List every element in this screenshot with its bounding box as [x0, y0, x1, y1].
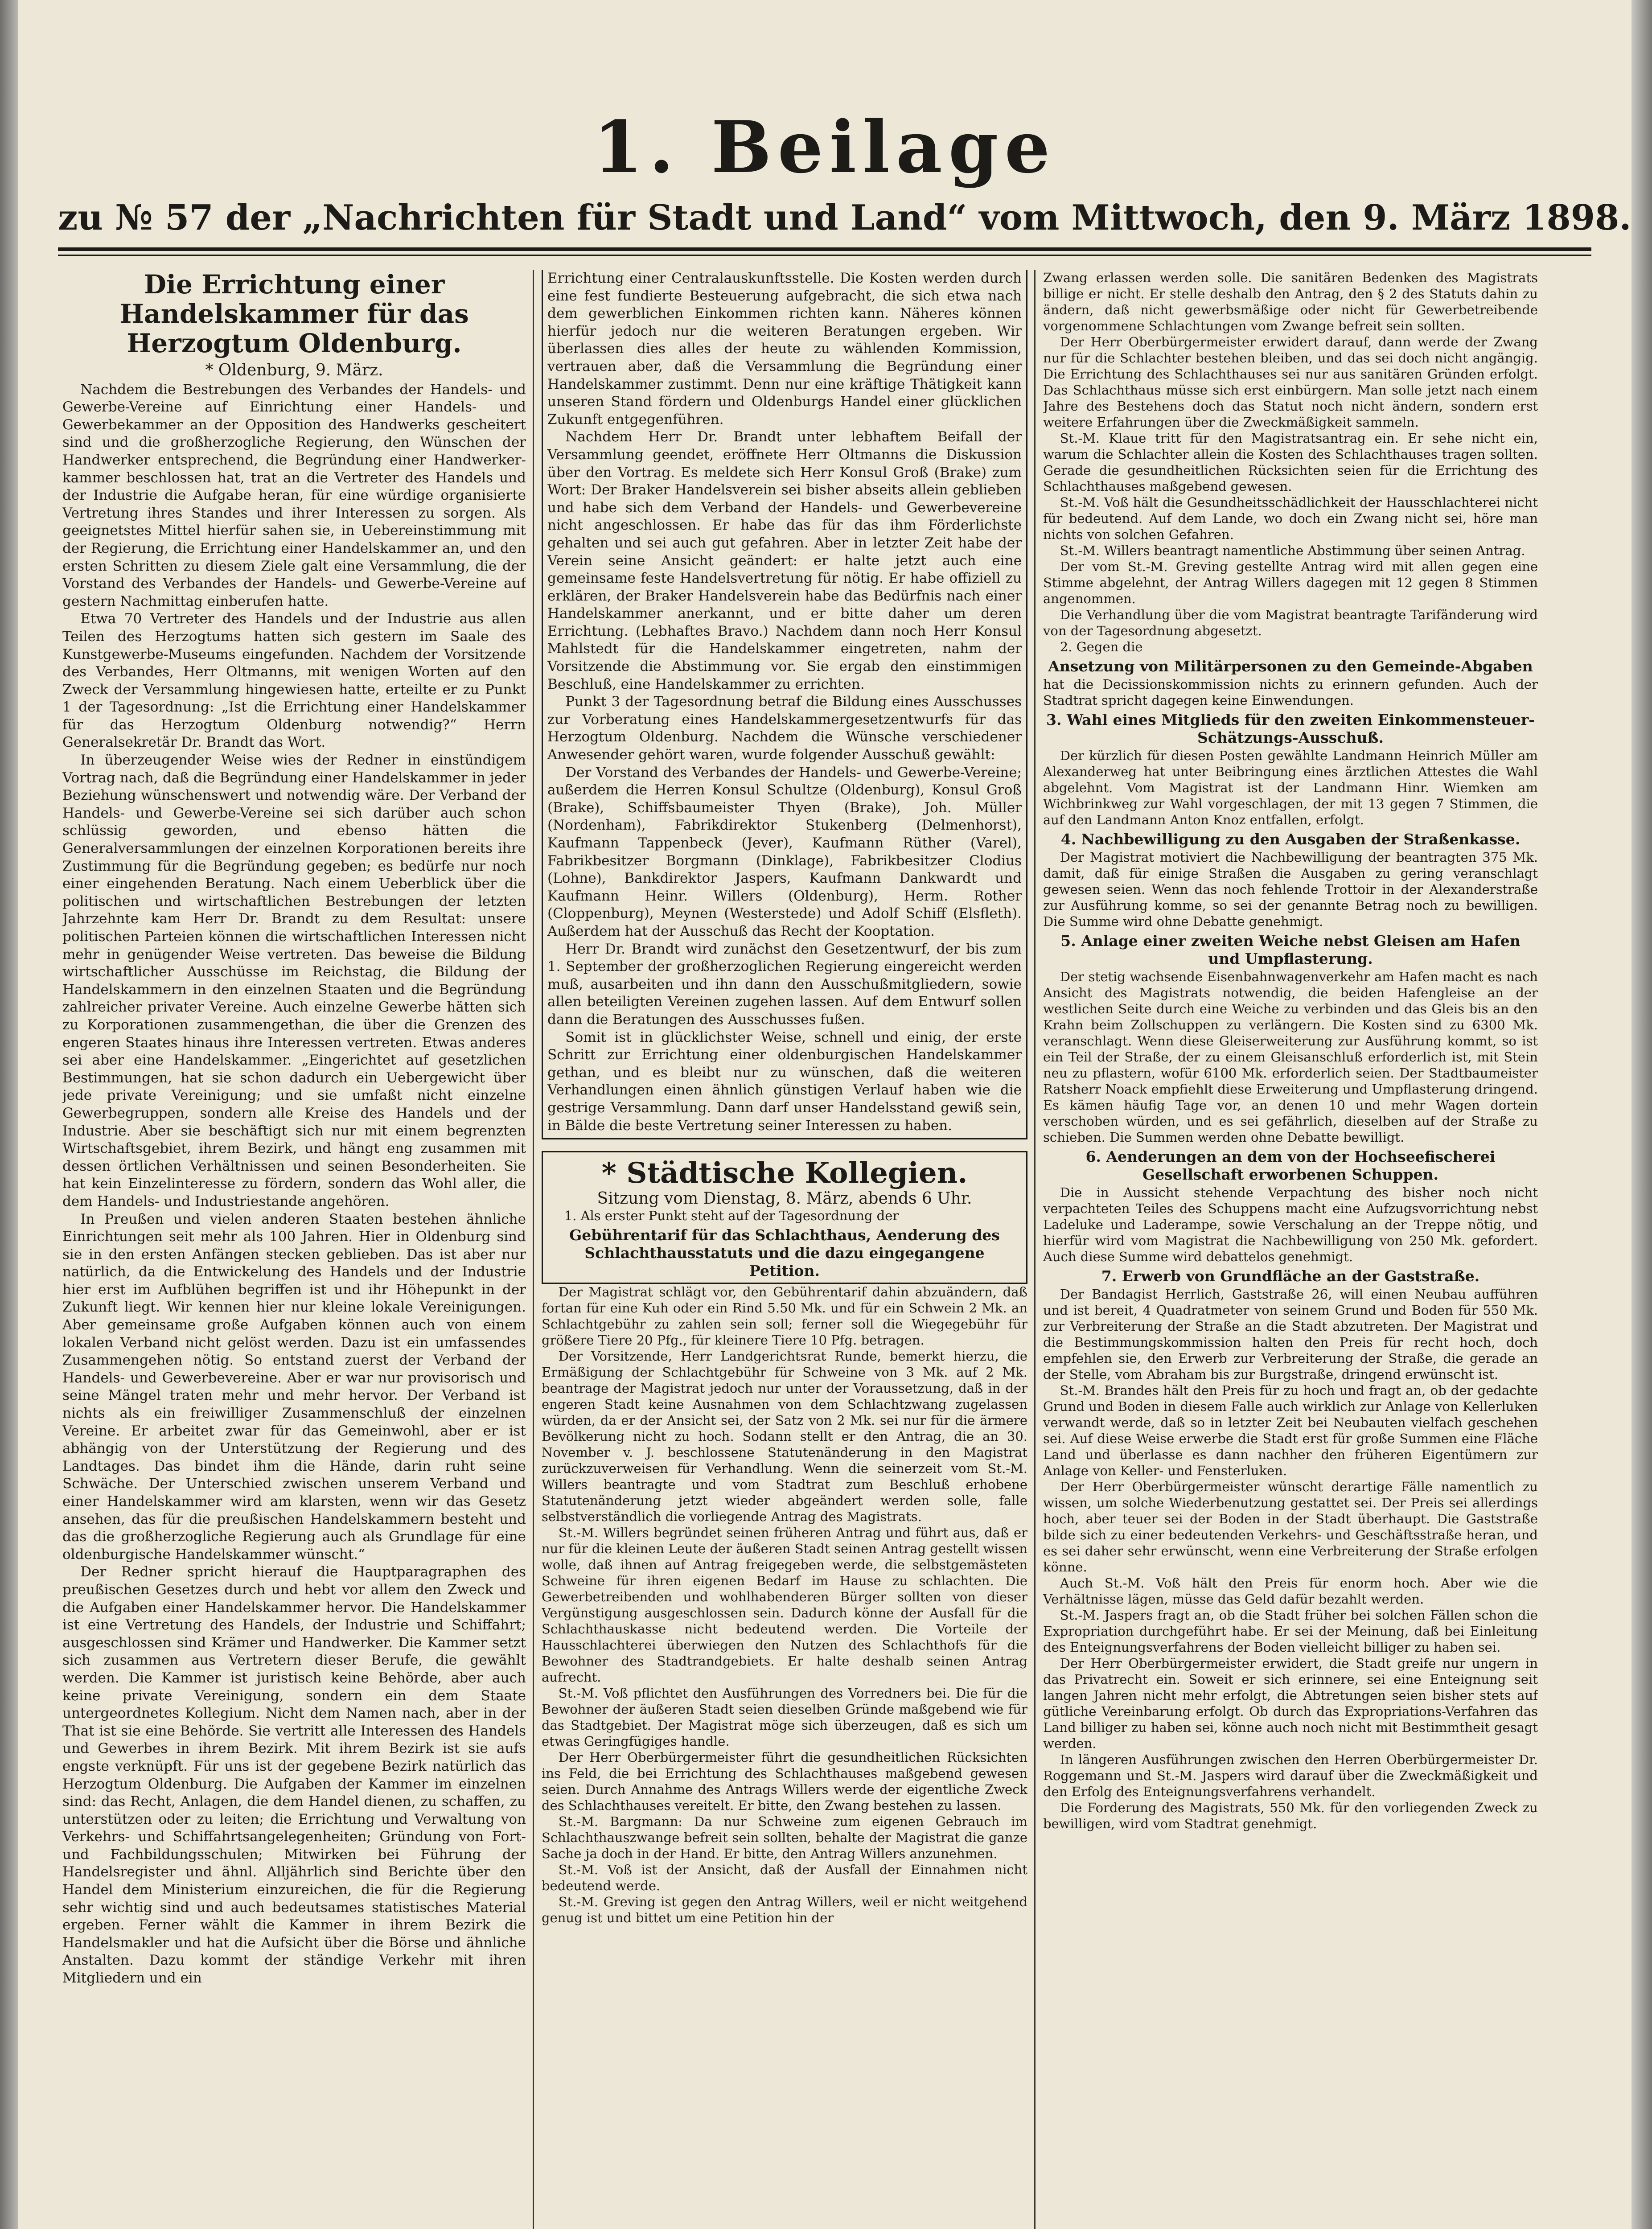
report-paragraph: Der Magistrat schlägt vor, den Gebührentarif dahin abzuändern, daß fortan für eine Kuh oder ein Rind 5.50 Mk. und für ein Schwein 2 Mk. an Schlachtgebühr zu zahlen sein soll; ferner soll die Wiegegebühr für größere Tiere 20 Pfg., für kleinere Tiere 10 Pfg. betragen.: [542, 1284, 1027, 1348]
report-paragraph: Der Herr Oberbürgermeister führt die gesundheitlichen Rücksichten ins Feld, die bei Errichtung des Schlachthauses maßgebend gewesen seien. Durch Annahme des Antrags Willers werde der eigentliche Zweck des Schlachthauses vereitelt. Er bitte, den Zwang bestehen zu lassen.: [542, 1749, 1027, 1813]
report-paragraph: Der Vorsitzende, Herr Landgerichtsrat Runde, bemerkt hierzu, die Ermäßigung der Schlachtgebühr für Schweine von 3 Mk. auf 2 Mk. beantrage der Magistrat jedoch nur unter der Voraussetzung, daß in der engeren Stadt keine Ausnahmen von dem Schlachtzwang zugelassen würden, da er der Ansicht sei, der Satz von 2 Mk. sei nur für die ärmere Bevölkerung nicht zu hoch. Sodann stellt er den Antrag, die an 30. November v. J. beschlossene Statutenänderung in den Magistrat zurückzuverweisen für Verhandlung. Wenn die seinerzeit vom St.-M. Willers beantragte und vom Stadtrat zum Beschluß erhobene Statutenänderung jetzt wieder abgeändert werden solle, falle selbstverständlich die vorliegende Antrag des Magistrats.: [542, 1348, 1027, 1524]
report-paragraph: Der Herr Oberbürgermeister wünscht derartige Fälle namentlich zu wissen, um solche Wiederbenutzung gestattet sei. Der Preis sei allerdings hoch, aber teuer sei der Boden in der Stadt überhaupt. Die Gaststraße bilde sich zu einer bedeutenden Verkehrs- und Geschäftsstraße heran, und es sei daher sehr erwünscht, wenn eine Verbreiterung der Straße erfolgen könne.: [1043, 1479, 1538, 1575]
article-title: Die Errichtung einer Handelskammer für das Herzogtum Oldenburg.: [119, 270, 469, 358]
report-paragraph: Die Verhandlung über die vom Magistrat beantragte Tarifänderung wird von der Tagesordnung abgesetzt.: [1043, 607, 1538, 638]
agenda-body: hat die Decissionskommission nichts zu erinnern gefunden. Auch der Stadtrat spricht dagegen keine Einwendungen.: [1043, 677, 1538, 708]
page-edge-right: [1631, 0, 1652, 2229]
report-paragraph: Zwang erlassen werden solle. Die sanitären Bedenken des Magistrats billige er nicht. Er stelle deshalb den Antrag, den § 2 des Statuts dahin zu ändern, daß nicht gewerbsmäßige oder nicht für Gewerbetreibende vorgenommene Schlachtungen vom Zwange befreit sein sollten.: [1043, 270, 1538, 333]
agenda-heading: 7. Erwerb von Grundfläche an der Gaststraße.: [1101, 1267, 1480, 1285]
agenda-body: Der Bandagist Herrlich, Gaststraße 26, will einen Neubau aufführen und ist bereit, 4 Quadratmeter von seinem Grund und Boden für 550 Mk. zur Verbreiterung der Straße an die Stadt abzutreten. Der Magistrat und die Bestimmungskommission halten den Preis für recht hoch, doch empfehlen sie, den Erwerb zur Verbreiterung der Straße, die gerade an der Stelle, vom Abraham bis zur Burgstraße, dringend erwünscht ist.: [1043, 1287, 1538, 1382]
article-dateline: * Oldenburg, 9. März.: [205, 361, 383, 379]
council-report-intro-box: [542, 1208, 1027, 1284]
column-2: [542, 270, 1027, 2229]
column-divider: [1034, 270, 1036, 2229]
report-paragraph: Der Herr Oberbürgermeister erwidert, die Stadt greife nur ungern in das Privatrecht ein. Soweit er sich erinnere, sei eine Enteignung seit langen Jahren nicht mehr erfolgt, die Abtretungen seien bisher stets auf gütliche Vereinbarung erfolgt. Ob durch das Expropriations-Verfahren das Land billiger zu haben sei, könne auch noch nicht mit Bestimmtheit gesagt werden.: [1043, 1656, 1538, 1751]
page-edge-left: [0, 0, 18, 2229]
agenda-intro: 1. Als erster Punkt steht auf der Tagesordnung der: [564, 1208, 899, 1223]
column-divider: [533, 270, 534, 2229]
report-paragraph: Auch St.-M. Voß hält den Preis für enorm hoch. Aber wie die Verhältnisse lägen, müsse das Geld dafür bezahlt werden.: [1043, 1575, 1538, 1607]
header-rule-thin: [58, 255, 1591, 256]
report-paragraph: St.-M. Voß hält die Gesundheitsschädlichkeit der Hausschlachterei nicht für bedeutend. Auf dem Lande, wo doch ein Zwang nicht sei, höre man nichts von solchen Gefahren.: [1043, 495, 1538, 542]
report-paragraph: St.-M. Bargmann: Da nur Schweine zum eigenen Gebrauch im Schlachthauszwange befreit sein sollten, behalte der Magistrat die ganze Sache ja doch in der Hand. Er bitte, den Antrag Willers anzunehmen.: [542, 1814, 1027, 1861]
article-paragraph: Herr Dr. Brandt wird zunächst den Gesetzentwurf, der bis zum 1. September der großherzoglichen Regierung eingereicht werden muß, ausarbeiten und ihn dann den Ausschußmitgliedern, sowie allen beteiligten Vereinen zugehen lassen. Auf dem Entwurf sollen dann die Beratungen des Ausschusses fußen.: [547, 941, 1022, 1028]
report-paragraph: Der Herr Oberbürgermeister erwidert darauf, dann werde der Zwang nur für die Schlachter bestehen bleiben, und das sei doch nicht angängig. Die Errichtung des Schlachthauses sei nur aus sanitären Gründen erfolgt. Das Schlachthaus müsse sich erst einbürgern. Man solle jetzt nach einem Jahre des Bestehens doch das Statut noch nicht ändern, sondern erst weitere Erfahrungen über die Zweckmäßigkeit sammeln.: [1043, 334, 1538, 430]
report-paragraph: St.-M. Brandes hält den Preis für zu hoch und fragt an, ob der gedachte Grund und Boden in diesem Falle auch wirklich zur Anlage von Kellerluken verwandt werde, daß so in letzter Zeit bei Neubauten vielfach geschehen sei. Auf diese Weise erwerbe die Stadt erst für große Summen eine Fläche Land und überlasse es dann nachher den früheren Eigentümern zur Anlage von Keller- und Fensterluken.: [1043, 1383, 1538, 1478]
column-1: [62, 270, 526, 2229]
supplement-subtitle: zu № 57 der „Nachrichten für Stadt und Land“ vom Mittwoch, den 9. März 1898.: [58, 197, 1631, 238]
report-paragraph: St.-M. Voß pflichtet den Ausführungen des Vorredners bei. Die für die Bewohner der äußeren Stadt seien dieselben Gründe maßgebend wie für das Stadtgebiet. Der Magistrat möge sich überzeugen, daß es sich um etwas Geringfügiges handle.: [542, 1685, 1027, 1749]
report-paragraph: St.-M. Greving ist gegen den Antrag Willers, weil er nicht weitgehend genug ist und bittet um eine Petition hin der: [542, 1894, 1027, 1925]
report-paragraph: 2. Gegen die: [1060, 639, 1143, 654]
council-report-title: * Städtische Kollegien.: [542, 1151, 1027, 1190]
agenda-heading: 6. Aenderungen an dem von der Hochseefischerei Gesellschaft erworbenen Schuppen.: [1085, 1148, 1496, 1183]
article-paragraph: Der Vorstand des Verbandes der Handels- und Gewerbe-Vereine; außerdem die Herren Konsul Schultze (Oldenburg), Konsul Groß (Brake), Schiffsbaumeister Thyen (Brake), Joh. Müller (Nordenham), Fabrikdirektor Stukenberg (Delmenhorst), Kaufmann Tappenbeck (Jever), Kaufmann Rüther (Varel), Fabrikbesitzer Borgmann (Dinklage), Fabrikbesitzer Clodius (Lohne), Bankdirektor Jaspers, Kaufmann Dankwardt und Kaufmann Heinr. Willers (Oldenburg), Herm. Rother (Cloppenburg), Meynen (Westerstede) und Adolf Schiff (Elsfleth). Außerdem hat der Ausschuß das Recht der Kooptation.: [547, 764, 1022, 939]
article-paragraph: In überzeugender Weise wies der Redner in einstündigem Vortrag nach, daß die Begründung einer Handelskammer in jeder Beziehung wünschenswert und notwendig wäre. Der Verband der Handels- und Gewerbe-Vereine sei sich darüber auch schon schlüssig geworden, und ebenso hätten die Generalversammlungen der einzelnen Korporationen bereits ihre Zustimmung für die Begründung gegeben; es bedürfe nur noch einer eingehenden Beratung. Nach einem Ueberblick über die politischen und wirtschaftlichen Bestrebungen der letzten Jahrzehnte kam Herr Dr. Brandt zu dem Resultat: unsere politischen Parteien können die wirtschaftlichen Interessen nicht mehr in genügender Weise vertreten. Das beweise die Bildung wirtschaftlicher Ausschüsse im Reichstag, die Bildung der Handelskammern in den einzelnen Staaten und die Begründung zahlreicher privater Vereine. Auch einzelne Gewerbe hätten sich zu Korporationen zusammengethan, die über die Grenzen des engeren Staates hinaus ihre Interessen vertreten. Etwas anderes sei aber eine Handelskammer. „Eingerichtet auf gesetzlichen Bestimmungen, hat sie schon dadurch ein Uebergewicht über jede private Vereinigung; und sie umfaßt nicht einzelne Gewerbegruppen, sondern alle Kreise des Handels und der Industrie. Aber sie beschäftigt sich nur mit einem begrenzten Wirtschaftsgebiet, ihrem Bezirk, und hängt eng zusammen mit dessen örtlichen Verhältnissen und seinen Besonderheiten. Sie hat kein Einzelinteresse zu fördern, sondern das Wohl aller, die dem Handels- und Industriestande angehören.: [62, 752, 526, 1209]
agenda-heading: Ansetzung von Militärpersonen zu den Gemeinde-Abgaben: [1048, 658, 1533, 675]
article-paragraph: In Preußen und vielen anderen Staaten bestehen ähnliche Einrichtungen seit mehr als 100 Jahren. Hier in Oldenburg sind sie in den ersten Anfängen stecken geblieben. Das ist aber nur natürlich, da die Entwickelung des Handels und der Industrie hier erst im Aufblühen begriffen ist und ihr Höhepunkt in der Zukunft liegt. Wir kennen hier nur kleine lokale Vereinigungen. Aber gemeinsame große Aufgaben können auch von einem lokalen Verband nicht gelöst werden. Dazu ist ein umfassendes Zusammengehen nötig. So entstand zuerst der Verband der Handels- und Gewerbevereine. Aber er war nur provisorisch und seine Mängel traten mehr und mehr hervor. Der Verband ist nichts als ein freiwilliger Zusammenschluß der einzelnen Vereine. Er arbeitet zwar für das Gemeinwohl, aber er ist abhängig von der Unterstützung der Regierung und des Landtages. Das bindet ihm die Hände, darin ruht seine Schwäche. Der Unterschied zwischen unserem Verband und einer Handelskammer wird am klarsten, wenn wir das Gesetz ansehen, das für die preußischen Handelskammern besteht und das die großherzogliche Regierung auch als Grundlage für eine oldenburgische Handelskammer wünscht.“: [62, 1211, 526, 1563]
report-paragraph: St.-M. Klaue tritt für den Magistratsantrag ein. Er sehe nicht ein, warum die Schlachter allein die Kosten des Schlachthauses tragen sollten. Gerade die gesundheitlichen Rücksichten seien für die Errichtung des Schlachthauses maßgebend gewesen.: [1043, 431, 1538, 494]
agenda-body: Der Magistrat motiviert die Nachbewilligung der beantragten 375 Mk. damit, daß für einige Straßen die Ausgaben zu gering veranschlagt gewesen seien. Wenn das noch fehlende Trottoir in der Alexanderstraße zur Ausführung komme, so sei der genannte Betrag noch zu bewilligen. Die Summe wird ohne Debatte genehmigt.: [1043, 850, 1538, 929]
report-paragraph: St.-M. Willers begründet seinen früheren Antrag und führt aus, daß er nur für die kleinen Leute der äußeren Stadt seinen Antrag gestellt wissen wolle, daß ihnen auf Antrag freigegeben werde, die selbstgemästeten Schweine für ihren eigenen Bedarf im Hause zu schlachten. Die Gewerbetreibenden und wohlhabenderen Bürger sollten von dieser Vergünstigung ausgeschlossen sein. Dadurch könne der Ausfall für die Schlachthauskasse nicht bedeutend werden. Die Vorteile der Hausschlachterei überwiegen den Nutzen des Schlachthofs für die Bewohner des Stadtrandgebiets. Er halte deshalb seinen Antrag aufrecht.: [542, 1525, 1027, 1685]
council-report-body: [542, 1284, 1027, 1926]
article-paragraph: Der Redner spricht hierauf die Hauptparagraphen des preußischen Gesetzes durch und hebt vor allem den Zweck und die Aufgaben einer Handelskammer hervor. Die Handelskammer ist eine Vertretung des Handels, der Industrie und Schiffahrt; ausgeschlossen sind Krämer und Handwerker. Die Kammer setzt sich zusammen aus Vertretern dieser Berufe, die gewählt werden. Die Kammer ist juristisch keine Behörde, aber auch keine private Vereinigung, sondern ein dem Staate untergeordnetes Kollegium. Nicht dem Namen nach, aber in der That ist sie eine Behörde. Sie vertritt alle Interessen des Handels und Gewerbes in ihrem Bezirk. Mit ihrem Bezirk ist sie aufs engste verknüpft. Für uns ist der gegebene Bezirk natürlich das Herzogtum Oldenburg. Die Aufgaben der Kammer im einzelnen sind: das Recht, Anlagen, die dem Handel dienen, zu schaffen, zu unterstützen oder zu leiten; die Errichtung und Verwaltung von Verkehrs- und Schiffahrtsangelegenheiten; Gründung von Fort- und Fachbildungsschulen; Mitwirken bei Führung der Handelsregister und ähnl. Alljährlich sind Berichte über den Handel dem Ministerium einzureichen, die für die Regierung sehr wichtig sind und auch bedeutsames statistisches Material ergeben. Ferner wählt die Kammer in ihrem Bezirk die Handelsmakler und hat die Aufsicht über die Börse und ähnliche Anstalten. Dazu kommt der ständige Verkehr mit ihren Mitgliedern und ein: [62, 1564, 526, 1986]
agenda-heading: 3. Wahl eines Mitglieds für den zweiten Einkommensteuer-Schätzungs-Ausschuß.: [1046, 711, 1535, 746]
article-paragraph: Errichtung einer Centralauskunftsstelle. Die Kosten werden durch eine fest fundierte Besteuerung aufgebracht, die sich etwa nach dem gewerblichen Einkommen richten kann. Näheres können hierfür jedoch nur die weiteren Beratungen ergeben. Wir überlassen dies alles der heute zu wählenden Kommission, vertrauen aber, daß die Versammlung die Begründung einer Handelskammer zustimmt. Denn nur eine kräftige Thätigkeit kann unseren Stand fördern und Oldenburgs Handel einer glücklichen Zukunft entgegenführen.: [547, 270, 1022, 428]
council-report-subtitle: Sitzung vom Dienstag, 8. März, abends 6 Uhr.: [542, 1190, 1027, 1208]
report-paragraph: Die Forderung des Magistrats, 550 Mk. für den vorliegenden Zweck zu bewilligen, wird vom Stadtrat genehmigt.: [1043, 1800, 1538, 1831]
agenda-heading: 5. Anlage einer zweiten Weiche nebst Gleisen am Hafen und Umpflasterung.: [1060, 932, 1520, 967]
agenda-heading: Gebührentarif für das Schlachthaus, Aenderung des Schlachthausstatuts und die dazu eingegangene Petition.: [569, 1226, 1000, 1279]
newspaper-page: [18, 0, 1631, 2229]
agenda-body: Der kürzlich für diesen Posten gewählte Landmann Heinrich Müller am Alexanderweg hat unter Beibringung eines ärztlichen Attestes die Wahl abgelehnt. Vom Magistrat ist der Landmann Hinr. Wiemken am Wichbrinkweg zur Wahl vorgeschlagen, der mit 13 gegen 7 Stimmen, die auf den Landmann Anton Knoz entfallen, erfolgt.: [1043, 748, 1538, 827]
article-paragraph: Etwa 70 Vertreter des Handels und der Industrie aus allen Teilen des Herzogtums hatten sich gestern im Saale des Kunstgewerbe-Museums eingefunden. Nachdem der Vorsitzende des Verbandes, Herr Oltmanns, mit wenigen Worten auf den Zweck der Versammlung hingewiesen hatte, erteilte er zu Punkt 1 der Tagesordnung: „Ist die Errichtung einer Handelskammer für das Herzogtum Oldenburg notwendig?“ Herrn Generalsekretär Dr. Brandt das Wort.: [62, 611, 526, 751]
report-paragraph: St.-M. Voß ist der Ansicht, daß der Ausfall der Einnahmen nicht bedeutend werde.: [542, 1862, 1027, 1893]
agenda-heading: 4. Nachbewilligung zu den Ausgaben der Straßenkasse.: [1060, 831, 1520, 848]
supplement-title: 1. Beilage: [593, 105, 1056, 189]
report-paragraph: St.-M. Jaspers fragt an, ob die Stadt früher bei solchen Fällen schon die Expropriation durchgeführt habe. Er sei der Meinung, daß bei Einleitung des Enteignungsverfahrens der Boden vielleicht billiger zu haben sei.: [1043, 1608, 1538, 1655]
report-paragraph: Der vom St.-M. Greving gestellte Antrag wird mit allen gegen eine Stimme abgelehnt, der Antrag Willers dagegen mit 12 gegen 8 Stimmen angenommen.: [1043, 559, 1538, 606]
report-paragraph: In längeren Ausführungen zwischen den Herren Oberbürgermeister Dr. Roggemann und St.-M. Jaspers wird darauf über die Zweckmäßigkeit und den Erfolg des Enteignungsverfahrens verhandelt.: [1043, 1752, 1538, 1799]
report-paragraph: St.-M. Willers beantragt namentliche Abstimmung über seinen Antrag.: [1060, 543, 1525, 558]
column-3: [1043, 270, 1538, 2229]
agenda-body: Die in Aussicht stehende Verpachtung des bisher noch nicht verpachteten Teiles des Schuppens macht eine Aufzugsvorrichtung nebst Ladeluke und Laderampe, sowie Verschalung an der Treppe nötig, und hierfür wird vom Magistrat die Nachbewilligung von 250 Mk. gefordert. Auch diese Summe wird debattelos genehmigt.: [1043, 1185, 1538, 1264]
article-paragraph: Punkt 3 der Tagesordnung betraf die Bildung eines Ausschusses zur Vorberatung eines Handelskammergesetzentwurfs für das Herzogtum Oldenburg. Nachdem die Wünsche verschiedener Anwesender gehört waren, wurde folgender Ausschuß gewählt:: [547, 694, 1022, 763]
article-paragraph: Somit ist in glücklichster Weise, schnell und einig, der erste Schritt zur Errichtung einer oldenburgischen Handelskammer gethan, und es bleibt nur zu wünschen, daß die weiteren Verhandlungen einen ähnlich günstigen Verlauf haben wie die gestrige Versammlung. Dann darf unser Handelsstand gewiß sein, in Bälde die beste Vertretung seiner Interessen zu haben.: [547, 1029, 1022, 1134]
article-paragraph: Nachdem Herr Dr. Brandt unter lebhaftem Beifall der Versammlung geendet, eröffnete Herr Oltmanns die Diskussion über den Vortrag. Es meldete sich Herr Konsul Groß (Brake) zum Wort: Der Braker Handelsverein sei bisher abseits allein geblieben und habe sich dem Verband der Handels- und Gewerbevereine nicht angeschlossen. Er habe das für das ihm Förderlichste gehalten und sei auch gut gefahren. Aber in letzter Zeit habe der Verein seine Ansicht geändert: er halte jetzt auch eine gemeinsame feste Handelsvertretung für nötig. Er habe offiziell zu erklären, der Braker Handelsverein habe das Bedürfnis nach einer Handelskammer anerkannt, und er bitte daher um deren Errichtung. (Lebhaftes Bravo.) Nachdem dann noch Herr Konsul Mahlstedt für die Handelskammer eingetreten, nahm der Vorsitzende die Abstimmung vor. Sie ergab den einstimmigen Beschluß, eine Handelskammer zu errichten.: [547, 429, 1022, 692]
agenda-body: Der stetig wachsende Eisenbahnwagenverkehr am Hafen macht es nach Ansicht des Magistrats notwendig, die beiden Hafengleise an der westlichen Seite durch eine Weiche zu verbinden und das Gleis bis an den Krahn beim Zollschuppen zu verlängern. Die Kosten sind zu 6300 Mk. veranschlagt. Wenn diese Gleiserweiterung zur Ausführung kommt, so ist ein Teil der Straße, der zu einem Gleisanschluß erforderlich ist, mit Stein neu zu pflastern, wofür 6100 Mk. erforderlich seien. Der Stadtbaumeister Ratsherr Noack empfiehlt diese Erweiterung und Umpflasterung dringend. Es kämen häufig Tage vor, an denen 10 und mehr Wagen dortein verschoben würden, und es sei gefährlich, dieselben auf der Straße zu schieben. Die Summen werden ohne Debatte bewilligt.: [1043, 969, 1538, 1145]
article-paragraph: Nachdem die Bestrebungen des Verbandes der Handels- und Gewerbe-Vereine auf Einrichtung einer Handels- und Gewerbekammer an der Opposition des Handwerks gescheitert sind und die großherzogliche Regierung, den Wünschen der Handwerker entsprechend, die Begründung einer Handwerker-kammer beschlossen hat, trat an die Vertreter des Handels und der Industrie die Aufgabe heran, für eine würdige organisierte Vertretung ihres Standes und ihrer Interessen zu sorgen. Als geeignetstes Mittel hierfür sahen sie, in Uebereinstimmung mit der Regierung, die Errichtung einer Handelskammer an, und den ersten Schritten zu diesem Ziele galt eine Versammlung, die der Vorstand des Verbandes der Handels- und Gewerbe-Vereine auf gestern Nachmittag einberufen hatte.: [62, 381, 526, 609]
article-continuation-box: [542, 270, 1027, 1139]
header-rule-thick: [58, 247, 1591, 251]
